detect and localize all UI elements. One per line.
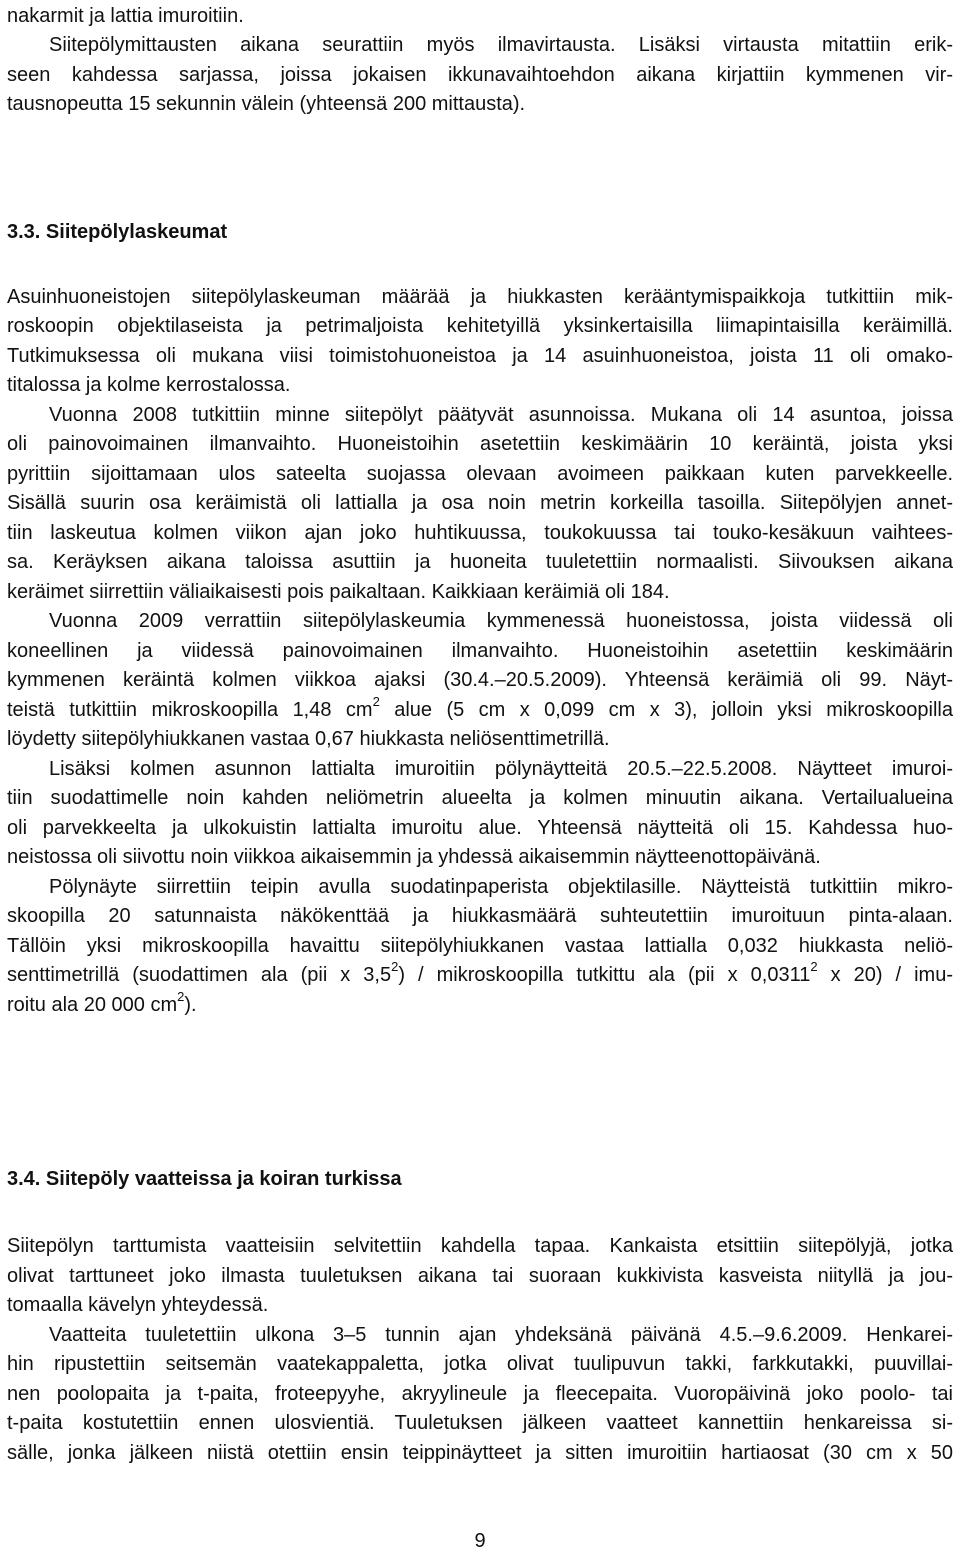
section-number: 3.3. <box>7 221 41 243</box>
text-line: t-paita kostutettiin ennen ulosvientiä. Tuuletuksen jälkeen vaatteet kannettiin henkareissa si- <box>7 1412 953 1434</box>
text-line: Siitepölymittausten aikana seurattiin myös ilmavirtausta. Lisäksi virtausta mitattiin erik- <box>49 34 953 56</box>
superscript: 2 <box>372 694 380 710</box>
text-line: oli painovoimainen ilmanvaihto. Huoneistoihin asetettiin keskimäärin 10 keräintä, joista yksi <box>7 433 953 455</box>
text-line: nakarmit ja lattia imuroitiin. <box>7 5 244 27</box>
text-line: titalossa ja kolme kerrostalossa. <box>7 374 291 396</box>
text-line: neistossa oli siivottu noin viikkoa aikaisemmin ja yhdessä aikaisemmin näytteenottopäivänä. <box>7 846 821 868</box>
text-line: kymmenen keräintä kolmen viikkoa ajaksi (30.4.–20.5.2009). Yhteensä keräimiä oli 99. Näyt- <box>7 669 953 691</box>
text-line: Lisäksi kolmen asunnon lattialta imuroitiin pölynäytteitä 20.5.–22.5.2008. Näytteet imuroi- <box>49 758 953 780</box>
text-span: teistä tutkittiin mikroskoopilla 1,48 cm <box>7 699 373 721</box>
text-span: senttimetrillä (suodattimen ala (pii x 3,5 <box>7 964 392 986</box>
text-line: löydetty siitepölyhiukkanen vastaa 0,67 hiukkasta neliösenttimetrillä. <box>7 728 610 750</box>
text-line <box>7 959 953 987</box>
superscript: 2 <box>810 959 818 975</box>
text-line: Vaatteita tuuletettiin ulkona 3–5 tunnin ajan yhdeksänä päivänä 4.5.–9.6.2009. Henkarei- <box>49 1324 953 1346</box>
text-line: roskoopin objektilaseista ja petrimaljoista kehitetyillä yksinkertaisilla liimapintaisilla keräimillä. <box>7 315 953 337</box>
page-number: 9 <box>474 1530 486 1552</box>
superscript: 2 <box>177 989 185 1005</box>
text-line: oli parvekkeelta ja ulkokuistin lattialta imuroitu alue. Yhteensä näytteitä oli 15. Kahdessa huo- <box>7 817 953 839</box>
text-span: roitu ala 20 000 cm <box>7 994 178 1016</box>
text-line: Sisällä suurin osa keräimistä oli lattialla ja osa noin metrin korkeilla tasoilla. Siitepölyjen annet- <box>7 492 953 514</box>
text-line: Tutkimuksessa oli mukana viisi toimistohuoneistoa ja 14 asuinhuoneistoa, joista 11 oli omako- <box>7 345 953 367</box>
text-span: alue (5 cm x 0,099 cm x 3), jolloin yksi mikroskoopilla <box>379 699 953 721</box>
text-line: Vuonna 2009 verrattiin siitepölylaskeumia kymmenessä huoneistossa, joista viidessä oli <box>49 610 953 632</box>
text-line: koneellinen ja viidessä painovoimainen ilmanvaihto. Huoneistoihin asetettiin keskimäärin <box>7 640 953 662</box>
text-line <box>7 989 953 1017</box>
text-span: ) / mikroskoopilla tutkittu ala (pii x 0,0311 <box>398 964 811 986</box>
section-title: Siitepölylaskeumat <box>45 221 228 243</box>
text-line: olivat tarttuneet joko ilmasta tuuletuksen aikana tai suoraan kukkivista kasveista niityllä ja jou- <box>7 1265 953 1287</box>
text-span: x 20) / imu- <box>817 964 953 986</box>
text-line: Vuonna 2008 tutkittiin minne siitepölyt päätyvät asunnoissa. Mukana oli 14 asuntoa, joissa <box>49 404 953 426</box>
text-line: sälle, jonka jälkeen niistä otettiin ensin teippinäytteet ja sitten imuroitiin hartiaosat (30 cm x 50 <box>7 1442 953 1464</box>
text-line: Pölynäyte siirrettiin teipin avulla suodatinpaperista objektilasille. Näytteistä tutkittiin mikro- <box>49 876 953 898</box>
text-line: keräimet siirrettiin väliaikaisesti pois paikaltaan. Kaikkiaan keräimiä oli 184. <box>7 581 670 603</box>
text-line: pyrittiin sijoittamaan ulos sateelta suojassa olevaan avoimeen paikkaan kuten parvekkeelle. <box>7 463 953 485</box>
text-line: skoopilla 20 satunnaista näkökenttää ja hiukkasmäärä suhteutettiin imuroituun pinta-alaan. <box>7 905 953 927</box>
section-heading-3-4 <box>7 1167 953 1191</box>
text-line: nen poolopaita ja t-paita, froteepyyhe, akryylineule ja fleecepaita. Vuoropäivinä joko poolo- tai <box>7 1383 953 1405</box>
text-line: tomaalla kävelyn yhteydessä. <box>7 1294 269 1316</box>
section-heading-3-3 <box>7 220 953 244</box>
section-number: 3.4. <box>7 1168 41 1190</box>
text-line: Tällöin yksi mikroskoopilla havaittu siitepölyhiukkanen vastaa lattialla 0,032 hiukkasta neliö- <box>7 935 953 957</box>
superscript: 2 <box>391 959 399 975</box>
text-line <box>7 694 953 722</box>
text-span: ). <box>184 994 197 1016</box>
text-line: Asuinhuoneistojen siitepölylaskeuman määrää ja hiukkasten kerääntymispaikkoja tutkittiin mik- <box>7 286 953 308</box>
text-line: tiin suodattimelle noin kahden neliömetrin alueelta ja kolmen minuutin aikana. Vertailualueina <box>7 787 953 809</box>
text-line: tiin laskeutua kolmen viikon ajan joko huhtikuussa, toukokuussa tai touko-kesäkuun vaihtees- <box>7 522 953 544</box>
text-line: seen kahdessa sarjassa, joissa jokaisen ikkunavaihtoehdon aikana kirjattiin kymmenen vir- <box>7 64 953 86</box>
text-line: tausnopeutta 15 sekunnin välein (yhteensä 200 mittausta). <box>7 93 526 115</box>
text-line: Siitepölyn tarttumista vaatteisiin selvitettiin kahdella tapaa. Kankaista etsittiin siitepölyjä, jotka <box>7 1235 953 1257</box>
text-line: sa. Keräyksen aikana taloissa asuttiin ja huoneita tuuletettiin normaalisti. Siivouksen aikana <box>7 551 953 573</box>
section-title: Siitepöly vaatteissa ja koiran turkissa <box>45 1168 402 1190</box>
text-line: hin ripustettiin seitsemän vaatekappaletta, jotka olivat tuulipuvun takki, farkkutakki, puuvillai- <box>7 1353 953 1375</box>
